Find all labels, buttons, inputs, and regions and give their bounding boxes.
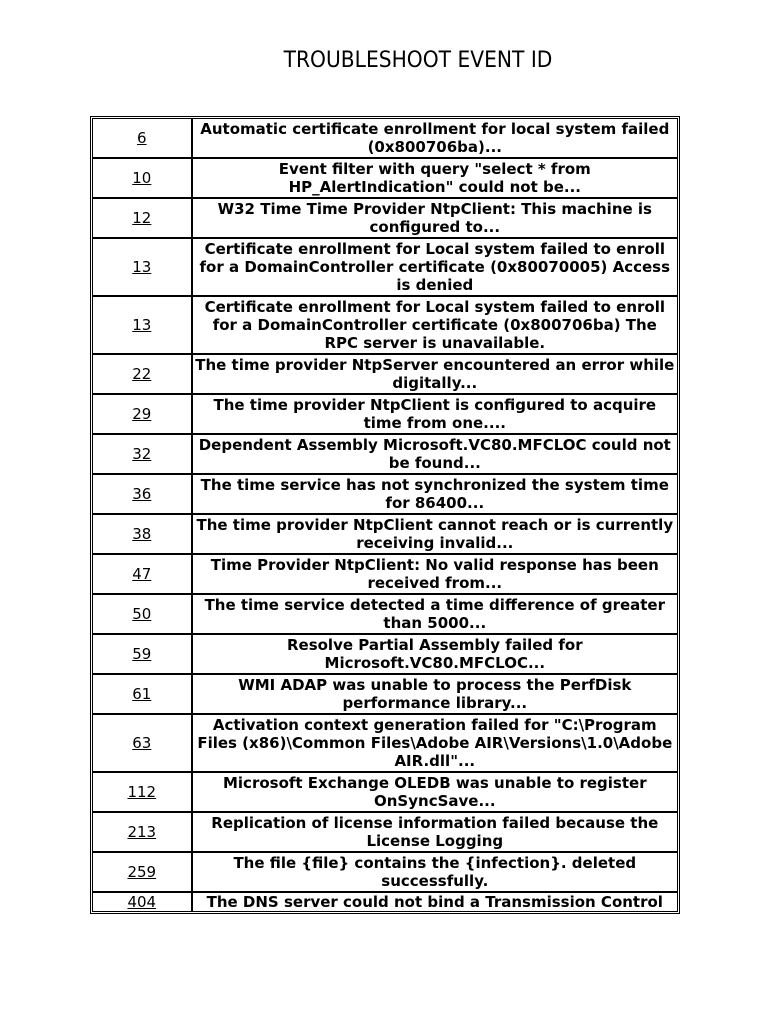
table-row	[92, 198, 678, 238]
event-description: W32 Time Time Provider NtpClient: This machine is configured to...	[192, 198, 678, 238]
table-row	[92, 238, 678, 296]
event-id-link[interactable]: 13	[132, 258, 152, 276]
table-row	[92, 354, 678, 394]
event-id-cell	[92, 198, 192, 238]
event-id-cell	[92, 296, 192, 354]
event-id-link[interactable]: 29	[132, 405, 152, 423]
event-description: The time service detected a time difference of greater than 5000...	[192, 594, 678, 634]
event-description: Automatic certificate enrollment for local system failed (0x800706ba)...	[192, 118, 678, 158]
table-row	[92, 892, 678, 912]
event-id-cell	[92, 434, 192, 474]
event-description: Certificate enrollment for Local system failed to enroll for a DomainController certificate (0x80070005) Access is denied	[192, 238, 678, 296]
table-row	[92, 158, 678, 198]
event-id-cell	[92, 238, 192, 296]
event-description: The file {file} contains the {infection}. deleted successfully.	[192, 852, 678, 892]
event-id-cell	[92, 772, 192, 812]
event-id-link[interactable]: 32	[132, 445, 152, 463]
event-description: Resolve Partial Assembly failed for Microsoft.VC80.MFCLOC...	[192, 634, 678, 674]
event-id-link[interactable]: 10	[132, 169, 152, 187]
page-title: TROUBLESHOOT EVENT ID	[283, 48, 553, 73]
event-description: Event filter with query "select * from HP_AlertIndication" could not be...	[192, 158, 678, 198]
event-id-cell	[92, 852, 192, 892]
event-id-cell	[92, 674, 192, 714]
event-id-cell	[92, 554, 192, 594]
event-description: Dependent Assembly Microsoft.VC80.MFCLOC could not be found...	[192, 434, 678, 474]
table-row	[92, 634, 678, 674]
event-table-body	[92, 118, 678, 912]
event-id-cell	[92, 354, 192, 394]
table-row	[92, 394, 678, 434]
event-id-cell	[92, 892, 192, 912]
table-row	[92, 772, 678, 812]
table-row	[92, 474, 678, 514]
event-id-link[interactable]: 59	[132, 645, 152, 663]
event-id-link[interactable]: 12	[132, 209, 152, 227]
event-id-link[interactable]: 38	[132, 525, 152, 543]
event-id-cell	[92, 158, 192, 198]
event-description: Activation context generation failed for "C:\Program Files (x86)\Common Files\Adobe AIR\Versions\1.0\Adobe AIR.dll"...	[192, 714, 678, 772]
event-id-link[interactable]: 22	[132, 365, 152, 383]
event-id-cell	[92, 474, 192, 514]
event-id-link[interactable]: 404	[127, 893, 157, 911]
event-id-link[interactable]: 50	[132, 605, 152, 623]
event-id-cell	[92, 514, 192, 554]
event-id-link[interactable]: 61	[132, 685, 152, 703]
event-id-cell	[92, 812, 192, 852]
table-row	[92, 812, 678, 852]
event-id-cell	[92, 394, 192, 434]
table-row	[92, 514, 678, 554]
table-row	[92, 594, 678, 634]
event-description: The time provider NtpServer encountered an error while digitally...	[192, 354, 678, 394]
event-description: The DNS server could not bind a Transmission Control	[192, 892, 678, 912]
event-id-table	[90, 116, 680, 914]
event-id-cell	[92, 118, 192, 158]
event-description: Microsoft Exchange OLEDB was unable to register OnSyncSave...	[192, 772, 678, 812]
table-row	[92, 674, 678, 714]
table-row	[92, 118, 678, 158]
event-description: Replication of license information failed because the License Logging	[192, 812, 678, 852]
event-description: The time provider NtpClient cannot reach or is currently receiving invalid...	[192, 514, 678, 554]
table-row	[92, 714, 678, 772]
event-id-link[interactable]: 259	[127, 863, 157, 881]
event-description: WMI ADAP was unable to process the PerfDisk performance library...	[192, 674, 678, 714]
table-row	[92, 852, 678, 892]
table-row	[92, 296, 678, 354]
event-description: Certificate enrollment for Local system failed to enroll for a DomainController certificate (0x800706ba) The RPC server is unavailable.	[192, 296, 678, 354]
event-description: The time provider NtpClient is configured to acquire time from one....	[192, 394, 678, 434]
event-id-link[interactable]: 13	[132, 316, 152, 334]
event-id-link[interactable]: 112	[127, 783, 157, 801]
table-row	[92, 434, 678, 474]
event-description: The time service has not synchronized the system time for 86400...	[192, 474, 678, 514]
event-id-cell	[92, 594, 192, 634]
event-id-link[interactable]: 47	[132, 565, 152, 583]
event-description: Time Provider NtpClient: No valid response has been received from...	[192, 554, 678, 594]
event-id-link[interactable]: 36	[132, 485, 152, 503]
event-id-cell	[92, 714, 192, 772]
event-id-link[interactable]: 63	[132, 734, 152, 752]
table-row	[92, 554, 678, 594]
event-id-link[interactable]: 6	[137, 129, 147, 147]
event-id-cell	[92, 634, 192, 674]
event-id-link[interactable]: 213	[127, 823, 157, 841]
